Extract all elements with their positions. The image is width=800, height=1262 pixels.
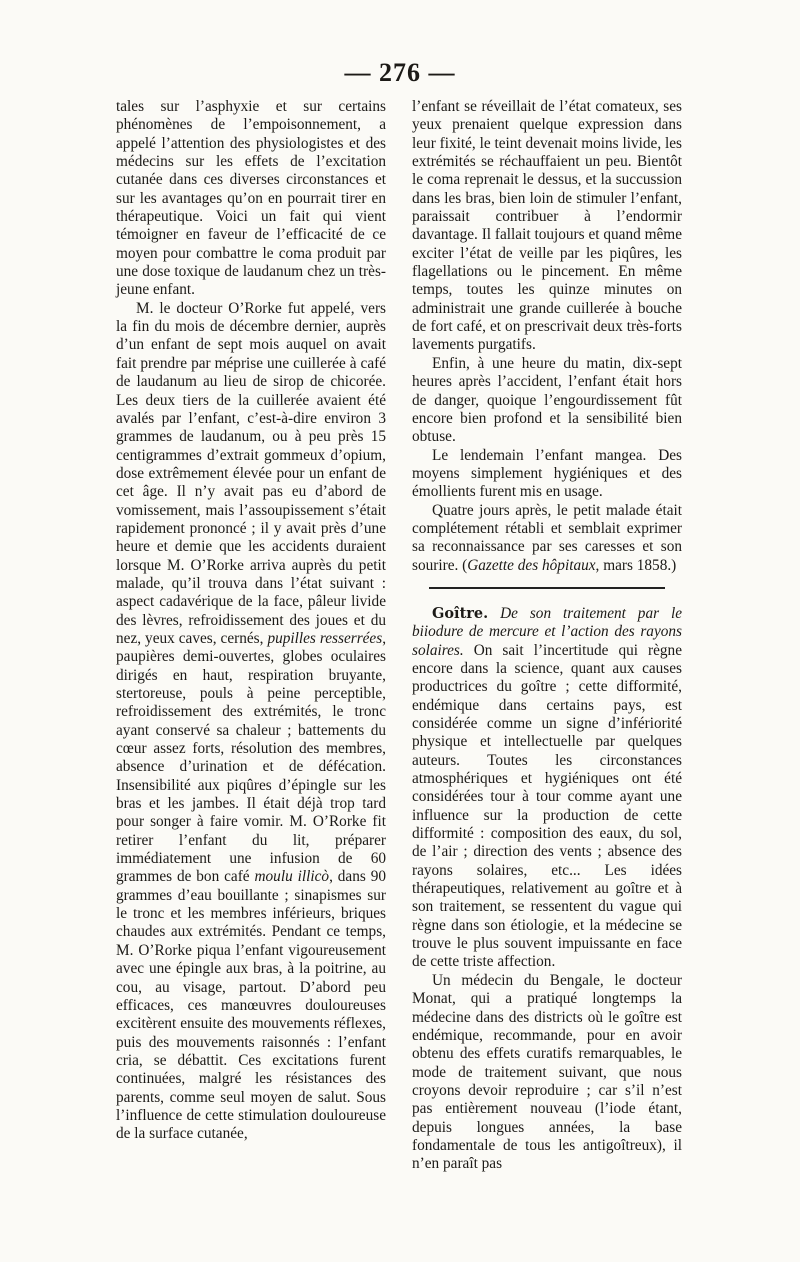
left-column [116, 98, 386, 1144]
right-column [412, 98, 682, 1174]
paragraph: Le lendemain l’enfant mangea. Des moyens simplement hygiéniques et des émollients furent mis en usage. [412, 446, 682, 501]
page-number: — 276 — [344, 58, 456, 87]
section-title: Goître. [432, 604, 489, 622]
section-paragraph [412, 605, 682, 972]
text-run: , paupières demi-ouvertes, globes oculaires dirigés en haut, respiration bruyante, stertoreuse, pouls à peine perceptible, refroidissement des extrémités, le tronc ayant conservé sa chaleur ; battements du cœur assez forts, résolution des membres, absence d’urination et de défécation. Insensibilité aux piqûres d’épingle sur les bras et les jambes. Il était déjà trop tard pour songer à faire vomir. M. O’Rorke fit retirer l’enfant du lit, préparer immédiatement une infusion de 60 grammes de bon café [116, 629, 387, 886]
text-run: M. le docteur O’Rorke fut appelé, vers la fin du mois de décembre dernier, auprès d’un enfant de sept mois auquel on avait fait prendre par méprise une cuillerée à café de laudanum au lieu de sirop de chicorée. Les deux tiers de la cuillerée avaient été avalés par l’enfant, c’est-à-dire environ 3 grammes de laudanum, ou à peu près 15 centigrammes d’extrait gommeux d’opium, dose extrêmement élevée pour un enfant de cet âge. Il n’y avait pas eu d’abord de vomissement, mais l’assoupissement s’était rapidement prononcé ; il y avait près d’une heure et demie que les accidents duraient lorsque M. O’Rorke arriva auprès du petit malade, qu’il trouva dans l’état suivant : aspect cadavérique de la face, pâleur livide des lèvres, refroidissement des joues et du nez, yeux caves, cernés, [116, 299, 386, 647]
italic-text: moulu illicò [254, 868, 330, 886]
text-run: , dans 90 grammes d’eau bouillante ; sinapismes sur le tronc et les membres inférieurs, briques chaudes aux extrémités. Pendant ce temps, M. O’Rorke piqua l’enfant vigoureusement avec une épingle aux bras, à la poitrine, au cou, au visage, partout. D’abord peu efficaces, ces manœuvres douloureuses excitèrent ensuite des mouvements réflexes, puis des mouvements raisonnés : l’enfant cria, se débattit. Ces excitations furent continuées, malgré les résistances des parents, comme seul moyen de salut. Sous l’influence de cette stimulation douloureuse de la surface cutanée, [116, 868, 387, 1143]
paragraph: tales sur l’asphyxie et sur certains phénomènes de l’empoisonnement, a appelé l’attention des physiologistes et des médecins sur les effets de l’excitation cutanée dans ces diverses circonstances et sur les avantages qu’on en pourrait tirer en thérapeutique. Voici un fait qui vient témoigner en faveur de l’efficacité de ce moyen pour combattre le coma produit par une dose toxique de laudanum chez un très-jeune enfant. [116, 98, 386, 299]
citation: Gazette des hôpitaux [467, 556, 596, 574]
text-run: On sait l’incertitude qui règne encore dans la science, quant aux causes productrices du goître ; cette difformité, endémique dans certains pays, est considérée comme un signe d’infériorité physique et intellectuelle par quelques auteurs. Toutes les circonstances atmosphériques et hygiéniques ont été considérées tour à tour comme ayant une influence sur la production de cette difformité : composition des eaux, du sol, de l’air ; direction des vents ; absence des rayons solaires, etc... Les idées thérapeutiques, relativement au goître et à son traitement, se ressentent du vague qui règne dans son étiologie, et la médecine se trouve le plus souvent impuissante en face de cette triste affection. [412, 641, 682, 971]
paragraph: l’enfant se réveillait de l’état comateux, ses yeux prenaient quelque expression dans leur fixité, le teint devenait moins livide, les extrémités se réchauffaient un peu. Bientôt le coma reprenait le dessus, et la succussion dans les bras, bien loin de stimuler l’enfant, paraissait contribuer à l’endormir davantage. Il fallait toujours et quand même exciter l’état de veille par les piqûres, les flagellations ou le pincement. En même temps, toutes les quinze minutes on administrait une grande cuillerée à bouche de fort café, et on prescrivait deux très-forts lavements purgatifs. [412, 98, 682, 354]
text-run: , mars 1858.) [595, 556, 677, 574]
paragraph [412, 502, 682, 575]
text-run: Quatre jours après, le petit malade était complétement rétabli et semblait exprimer sa reconnaissance par ses caresses et son sourire. ( [412, 501, 682, 574]
section-subtitle: De son traitement par le biiodure de mercure et l’action des rayons solaires. [412, 604, 682, 659]
paragraph: Enfin, à une heure du matin, dix-sept heures après l’accident, l’enfant était hors de danger, quoique l’engourdissement fût encore bien profond et la sensibilité bien obtuse. [412, 354, 682, 446]
italic-text: pupilles resserrées [267, 629, 383, 647]
paragraph: Un médecin du Bengale, le docteur Monat, qui a pratiqué longtemps la médecine dans des districts où le goître est endémique, recommande, pour en avoir obtenu des effets curatifs remarquables, le mode de traitement suivant, que nous croyons devoir reproduire ; car s’il n’est pas entièrement nouveau (l’iode étant, depuis longues années, la base fondamentale de tous les antigoîtreux), il n’en paraît pas [412, 971, 682, 1173]
paragraph [116, 300, 386, 1144]
section-divider [429, 587, 665, 589]
